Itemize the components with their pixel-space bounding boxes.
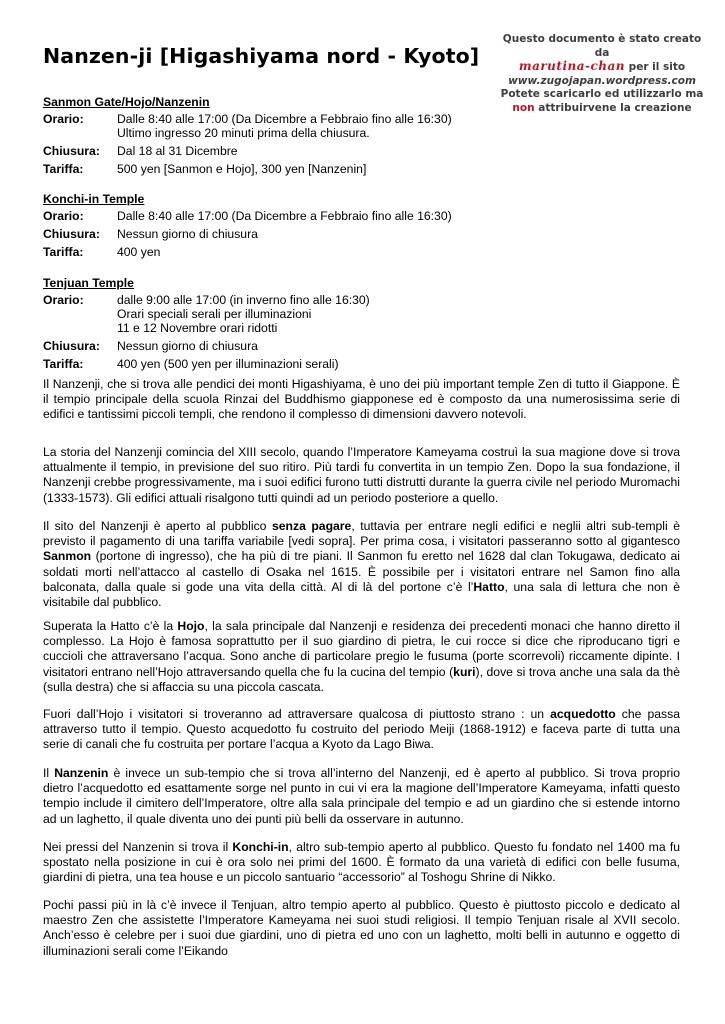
closing-row — [43, 144, 683, 158]
hours-row — [43, 293, 683, 335]
bold-term: Konchi-in — [232, 840, 289, 854]
text-run: ), dove si trova anche una sala da thè (sulla destra) che si affaccia su una piccola cascata. — [43, 664, 680, 694]
row-value — [117, 293, 683, 335]
row-label: Tariffa: — [43, 357, 84, 371]
text-run: Superata la Hatto c’è la — [43, 619, 178, 633]
body-paragraph-aqueduct — [43, 707, 680, 753]
fee-row — [43, 162, 683, 176]
row-value: 400 yen (500 yen per illuminazioni serali) — [117, 357, 339, 371]
body-paragraph-tenjuan — [43, 898, 680, 959]
credit-line-1: Questo documento è stato creato da — [502, 33, 702, 59]
info-section-sanmon — [43, 95, 683, 180]
bold-term: acquedotto — [550, 707, 616, 721]
text-run: , la sala principale dal Nanzenji e residenza dei precedenti monaci che hanno diretto il complesso. La Hojo è famosa soprattutto per il suo giardino di pietra, le cui rocce si dice che riproducano tigri e cuccioli che attraversano l’acqua. Sono anche di particolare pregio le fusuma (porte scorrevoli) riccamente dipinte. I visitatori entrano nell’Hojo attraversando quella che fu la cucina del tempio ( — [43, 619, 681, 679]
info-section-tenjuan — [43, 276, 683, 375]
section-title: Konchi-in Temple — [43, 192, 145, 206]
row-value: Nessun giorno di chiusura — [117, 227, 258, 241]
row-value: Nessun giorno di chiusura — [117, 339, 258, 353]
text-run: La storia del Nanzenji comincia del XIII secolo, quando l’Imperatore Kameyama costruì la sua magione dove si trova attualmente il tempio, in previsione del suo ritiro. Più tardi fu convertita in un tempio Zen. Dopo la sua fondazione, il Nanzenji crebbe progressivamente, ma i suoi edifici furono tutti distrutti durante la guerra civile nel periodo Muromachi (1333-1573). Gli edifici attuali risalgono tutti quindi ad un periodo posteriore a quello. — [43, 445, 680, 505]
closing-row — [43, 339, 683, 353]
row-value: Dalle 8:40 alle 17:00 (Da Dicembre a Febbraio fino alle 16:30) — [117, 209, 452, 223]
body-paragraph-history — [43, 445, 680, 506]
row-value-main: Dalle 8:40 alle 17:00 (Da Dicembre a Febbraio fino alle 16:30) — [117, 112, 452, 126]
credit-line-2-suffix: per il sito — [625, 61, 686, 74]
row-value-extra: 11 e 12 Novembre orari ridotti — [117, 321, 278, 335]
row-label: Chiusura: — [43, 339, 100, 353]
section-title: Sanmon Gate/Hojo/Nanzenin — [43, 95, 210, 109]
body-paragraph-sanmon — [43, 519, 680, 610]
row-value: 500 yen [Sanmon e Hojo], 300 yen [Nanzenin] — [117, 162, 367, 176]
body-paragraph-konchi-in — [43, 840, 680, 886]
text-run: Il Nanzenji, che si trova alle pendici dei monti Higashiyama, è uno dei più important temple Zen di tutto il Giappone. È il tempio principale della scuola Rinzai del Buddhismo giapponese ed è composto da una numerosissima serie di edifici e tantissimi piccoli templi, che rendono il complesso di dimensioni davvero notevoli. — [43, 377, 680, 422]
row-label: Orario: — [43, 209, 84, 223]
bold-term: Sanmon — [43, 549, 92, 564]
page-title: Nanzen-ji [Higashiyama nord - Kyoto] — [43, 44, 480, 68]
row-label: Tariffa: — [43, 245, 84, 259]
text-run: , tuttavia per entrare negli edifici e neglii altri sub-templi è previsto il pagamento di una tariffa variabile [vedi sopra]. Per prima cosa, i visitatori passeranno sotto al gigantesco — [43, 519, 680, 549]
bold-term: Nanzenin — [54, 766, 109, 780]
credit-non: non — [512, 101, 535, 114]
bold-term: kuri — [453, 664, 476, 679]
row-value-extra: Ultimo ingresso 20 minuti prima della chiusura. — [117, 126, 370, 140]
row-value: 400 yen — [117, 245, 161, 259]
body-paragraph-nanzenin — [43, 766, 680, 827]
info-section-konchi-in — [43, 192, 683, 263]
body-paragraph-intro — [43, 377, 680, 423]
text-run: che passa attraverso tutto il tempio. Questo acquedotto fu costruito del periodo Meiji (1868-1912) e faceva parte di tutta una serie di canali che fu costruita per portare l’acqua a Kyoto da Lago Biwa. — [43, 707, 680, 752]
hours-row — [43, 112, 683, 140]
text-run: è invece un sub-tempio che si trova all’interno del Nanzenji, ed è aperto al pubblico. Si trova proprio dietro l’acquedotto ed esattamente sorge nel punto in cui vi era la magione dell’Imperatore Kameyama, infatti questo tempio include il cimitero dell’Imperatore, oltre alla sala principale del tempio e ad un giardino che si estende intorno ad un laghetto, il quale diventa uno dei punti più belli da osservare in autunno. — [43, 766, 680, 826]
text-run: Il sito del Nanzenji è aperto al pubblico — [43, 519, 272, 533]
row-value-main: dalle 9:00 alle 17:00 (in inverno fino alle 16:30) — [117, 293, 370, 307]
fee-row — [43, 245, 683, 259]
row-label: Chiusura: — [43, 144, 100, 158]
credit-url[interactable]: www.zugojapan.wordpress.com — [508, 74, 696, 87]
bold-term: Hatto — [473, 579, 505, 594]
row-label: Orario: — [43, 293, 84, 307]
text-run: Nei pressi del Nanzenin si trova il — [43, 840, 233, 854]
text-run: Pochi passi più in là c’è invece il Tenjuan, altro tempio aperto al pubblico. Questo è piuttosto piccolo e dedicato al maestro Zen che assistette l’Imperatore Kameyama nei suoi studi religiosi. Il tempio Tenjuan risale al XVII secolo. Anch’esso è celebre per i suoi due giardini, uno di pietra ed uno con un laghetto, molti belli in autunno e oggetto di illuminazioni serali come l’Eikando — [43, 898, 680, 958]
credit-line-4-suffix: attribuirvene la creazione — [534, 101, 692, 114]
row-value: Dal 18 al 31 Dicembre — [117, 144, 238, 158]
body-paragraph-hojo — [43, 619, 680, 695]
brand-logo: marutina-chan — [518, 59, 626, 74]
closing-row — [43, 227, 683, 241]
text-run: , una sala di lettura che non è visitabile dal pubblico. — [43, 579, 680, 610]
text-run: , altro sub-tempio aperto al pubblico. Questo fu fondato nel 1400 ma fu spostato nella posizione in cui è ora solo nei primi del 1600. È formato da una varietà di edifici con belle fusuma, giardini di pietra, una tea house e un piccolo santuario “accessorio” al Toshogu Shrine di Nikko. — [43, 840, 680, 885]
text-run: Fuori dall’Hojo i visitatori si troveranno ad attraversare qualcosa di piuttosto strano : un — [43, 707, 551, 721]
bold-term: Hojo — [177, 619, 205, 633]
row-label: Tariffa: — [43, 162, 84, 176]
hours-row — [43, 209, 683, 223]
section-title: Tenjuan Temple — [43, 276, 134, 290]
text-run: (portone di ingresso), che ha più di tre piani. Il Sanmon fu eretto nel 1628 dal clan Tokugawa, dedicato ai soldati morti nell’attacco al castello di Osaka nel 1615. È possibile per i visitatori entrare nel Samon fino alla balconata, dalla quale si gode una vita della città. Al di là del portone c’è l’ — [43, 549, 680, 594]
credit-line-3: Potete scaricarlo ed utilizzarlo ma — [500, 88, 704, 101]
row-label: Chiusura: — [43, 227, 100, 241]
text-run: Il — [43, 766, 55, 780]
fee-row — [43, 357, 683, 371]
row-value — [117, 112, 683, 140]
row-label: Orario: — [43, 112, 84, 126]
row-value-extra: Orari speciali serali per illuminazioni — [117, 307, 312, 321]
credit-line-2 — [496, 60, 708, 75]
bold-term: senza pagare — [271, 519, 352, 533]
